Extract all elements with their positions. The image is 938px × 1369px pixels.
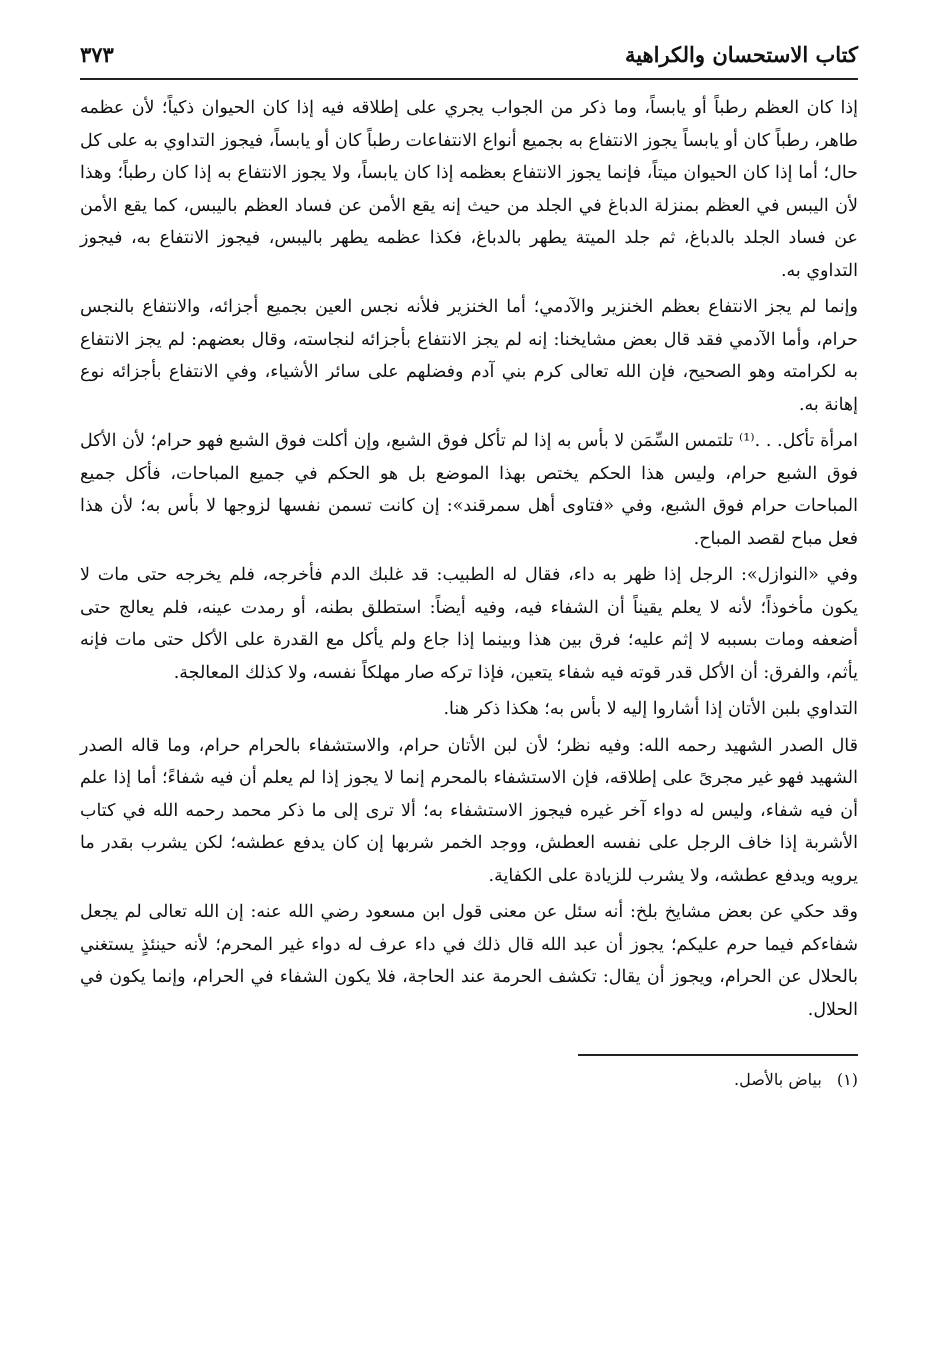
paragraph-4: وفي «النوازل»: الرجل إذا ظهر به داء، فقال له الطبيب: قد غلبك الدم فأخرجه، فلم يخرجه حتى مات لا يكون مأخوذاً؛ لأنه لا يعلم يقيناً أن الشفاء فيه، وفيه أيضاً: استطلق بطنه، أو رمدت عينه، فلم يعالج حتى أضعفه ومات بسببه لا إثم عليه؛ فرق بين هذا وبينما إذا جاع ولم يأكل مع القدرة على الأكل حتى مات فإنه يأثم، والفرق: أن الأكل قدر قوته فيه شفاء يتعين، فإذا تركه صار مهلكاً نفسه، ولا كذلك المعالجة. [80, 565, 858, 683]
paragraph-6: قال الصدر الشهيد رحمه الله: وفيه نظر؛ لأن لبن الأتان حرام، والاستشفاء بالحرام حرام، وما قاله الصدر الشهيد فهو غير مجرىً على إطلاقه، فإن الاستشفاء بالمحرم إنما لا يجوز إذا لم يعلم أن فيه شفاءً؛ أما إذا علم أن فيه شفاء، وليس له دواء آخر غيره فيجوز الاستشفاء به؛ ألا ترى إلى ما ذكر محمد رحمه الله في كتاب الأشربة إذا خاف الرجل على نفسه العطش، ووجد الخمر شربها إن كان يدفع عطشه؛ لكن يشرب بقدر ما يرويه ويدفع عطشه، ولا يشرب للزيادة على الكفاية. [80, 735, 858, 886]
footnote-number: (١) [836, 1070, 858, 1089]
paragraph-7: وقد حكي عن بعض مشايخ بلخ: أنه سئل عن معنى قول ابن مسعود رضي الله عنه: إن الله تعالى لم يجعل شفاءكم فيما حرم عليكم؛ يجوز أن عبد الله قال ذلك في داء عرف له دواء غير المحرم؛ لأنه حينئذٍ يستغني بالحلال عن الحرام، ويجوز أن يقال: تكشف الحرمة عند الحاجة، فلا يكون الشفاء في الحرام، وإنما يكون في الحلال. [80, 902, 858, 1020]
paragraph-5: التداوي بلبن الأتان إذا أشاروا إليه لا بأس به؛ هكذا ذكر هنا. [443, 699, 858, 719]
paragraph-1: إذا كان العظم رطباً أو يابساً، وما ذكر من الجواب يجري على إطلاقه فيه إذا كان الحيوان ذكياً؛ لأن عظمه طاهر، رطباً كان أو يابساً يجوز الانتفاع به بجميع أنواع الانتفاعات رطباً كان أو يابساً، فيجوز التداوي به على كل حال؛ أما إذا كان الحيوان ميتاً، فإنما يجوز الانتفاع بعظمه إذا كان يابساً، ولا يجوز الانتفاع به إذا كان رطباً؛ وهذا لأن اليبس في العظم بمنزلة الدباغ في الجلد من حيث إنه يقع الأمن عن فساد العظم باليبس، كما يقع الأمن عن فساد الجلد بالدباغ، ثم جلد الميتة يطهر بالدباغ، فكذا عظمه يطهر باليبس، فيجوز الانتفاع به، فيجوز التداوي به. [80, 98, 858, 281]
paragraph-3: امرأة تأكل. . .⁽¹⁾ تلتمس السِّمَن لا بأس به إذا لم تأكل فوق الشبع، وإن أكلت فوق الشبع فهو حرام؛ لأن الأكل فوق الشبع حرام، وليس هذا الحكم يختص بهذا الموضع بل هو الحكم في جميع المباحات، فأكل جميع المباحات حرام فوق الشبع، وفي «فتاوى أهل سمرقند»: إن كانت تسمن نفسها لزوجها لا بأس به؛ لأن هذا فعل مباح لقصد المباح. [80, 431, 859, 549]
footnote-text: بياض بالأصل. [733, 1070, 822, 1089]
footnote [80, 1066, 858, 1094]
page-body [80, 92, 858, 1026]
footnote-divider [578, 1054, 858, 1056]
page-number: ٣٧٣ [80, 42, 114, 67]
page-header [80, 40, 858, 80]
book-title: كتاب الاستحسان والكراهية [624, 42, 858, 67]
paragraph-2: وإنما لم يجز الانتفاع بعظم الخنزير والآدمي؛ أما الخنزير فلأنه نجس العين بجميع أجزائه، والانتفاع بالنجس حرام، وأما الآدمي فقد قال بعض مشايخنا: إنه لم يجز الانتفاع بأجزائه لنجاسته، وقال بعضهم: لم يجز الانتفاع به لكرامته وهو الصحيح، فإن الله تعالى كرم بني آدم وفضلهم على سائر الأشياء، وفي الانتفاع بأجزائه نوع إهانة به. [80, 297, 858, 415]
